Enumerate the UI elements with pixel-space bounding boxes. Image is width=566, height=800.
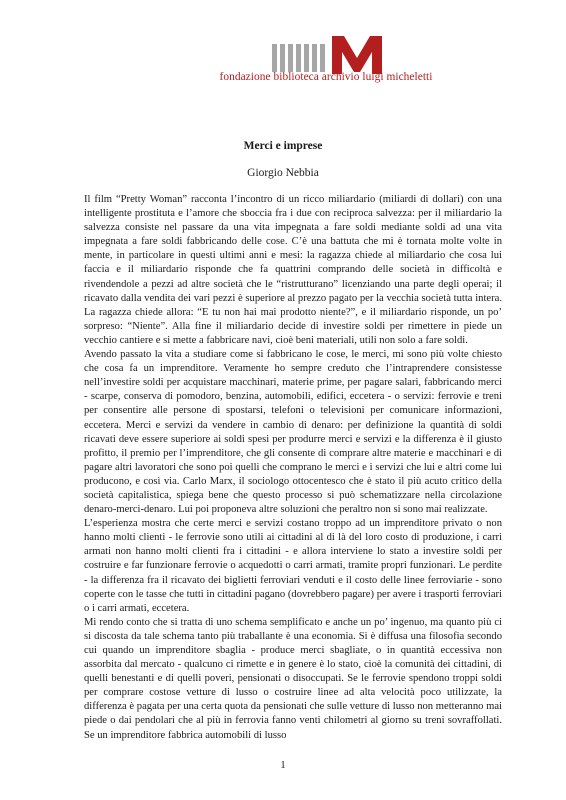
logo-bar: [320, 44, 325, 72]
foundation-logo: [272, 40, 380, 72]
document-title: Merci e imprese: [243, 140, 323, 152]
logo-bar: [288, 44, 293, 72]
foundation-name: fondazione biblioteca archivio luigi micheletti: [219, 71, 433, 83]
logo-bar: [272, 44, 277, 72]
page-number: 1: [280, 760, 286, 771]
paragraph: Avendo passato la vita a studiare come si fabbricano le cose, le merci, mi sono più volte chiesto che cosa fa un imprenditore. Veramente ho sempre creduto che l’intraprendere consistesse nell’investire soldi per acquistare macchinari, materie prime, per pagare salari, fabbricando merci - scarpe, conserva di pomodoro, benzina, automobili, edifici, eccetera - o servizi: ferrovie e treni per consentire alle persone di spostarsi, telefoni o televisioni per comunicare informazioni, eccetera. Merci e servizi da vendere in cambio di denaro: per definizione la quantità di soldi ricavati deve essere superiore ai soldi spesi per produrre merci e servizi e la differenza è il giusto profitto, il premio per l’imprenditore, che gli consente di comprare altre materie e macchinari e di pagare altri lavoratori che sono poi quelli che comprano le merci e i servizi che lui e altri come lui producono, e così via. Carlo Marx, il sociologo ottocentesco che è stato il più acuto critico della società capitalistica, spiega bene che questo processo si può schematizzare nella circolazione denaro-merci-denaro. Lui poi proponeva altre soluzioni che peraltro non si sono mai realizzate.: [84, 349, 502, 516]
logo-bar: [296, 44, 301, 72]
logo-bar: [304, 44, 309, 72]
document-body: [84, 193, 502, 743]
paragraph: Il film “Pretty Woman” racconta l’incontro di un ricco miliardario (miliardi di dollari) con una intelligente prostituta e l’amore che sboccia fra i due con reciproca salvezza: per il miliardario la salvezza consiste nel passare da una vita impegnata a fare soldi mediante soldi ad una vita impegnata a fare soldi fabbricando delle cose. C’è una battuta che mi è tornata molte volte in mente, in particolare in questi ultimi anni e mesi: la ragazza chiede al miliardario che cosa lui faccia e il miliardario risponde che fa quattrini comprando delle società in difficoltà e rivendendole a pezzi ad altre società che le “ristrutturano” licenziando una parte degli operai; il ricavato dalla vendita dei vari pezzi è superiore al prezzo pagato per la vecchia società tutta intera. La ragazza chiede allora: “E tu non hai mai prodotto niente?”, e il miliardario risponde, un po’ sorpreso: “Niente”. Alla fine il miliardario decide di investire soldi per rimettere in piede un vecchio cantiere e si mette a fabbricare navi, cioè beni materiali, utili non solo a fare soldi.: [84, 194, 502, 346]
logo-bar: [280, 44, 285, 72]
letterhead: [0, 0, 566, 100]
logo-letter: M: [356, 63, 358, 65]
paragraph: L’esperienza mostra che certe merci e servizi costano troppo ad un imprenditore privato o non hanno molti clienti - le ferrovie sono utili ai cittadini al di là del loro costo di produzione, i carri armati non hanno molti clienti fra i cittadini - e allora interviene lo stato a investire soldi per costruire e far funzionare ferrovie o acquedotti o carri armati, tramite propri funzionari. Le perdite - la differenza fra il ricavato dei biglietti ferroviari venduti e il costo delle linee ferroviarie - sono coperte con le tasse che tutti in cittadini pagano (dovrebbero pagare) per avere i trasporti ferroviari o i carri armati, eccetera.: [84, 518, 502, 614]
logo-m-mark: [330, 34, 384, 74]
document-author: Giorgio Nebbia: [247, 167, 319, 179]
logo-bar: [312, 44, 317, 72]
paragraph: Mi rendo conto che si tratta di uno schema semplificato e anche un po’ ingenuo, ma quanto più ci si discosta da tale schema tanto più traballante è una economia. Si è diffusa una filosofia secondo cui quando un imprenditore sbaglia - produce merci sbagliate, o in quantità eccessiva non assorbita dal mercato - qualcuno ci rimette e in genere è lo stato, cioè la comunità dei cittadini, di quelli benestanti e di quelli poveri, pensionati o disoccupati. Se le ferrovie spendono troppi soldi per comprare costose vetture di lusso o costruire linee ad alta velocità poco utilizzate, la differenza è pagata per una certa quota da pensionati che sulle vetture di lusso non metteranno mai piede o dai pendolari che al più in ferrovia fanno venti chilometri al giorno su treni sovraffollati. Se un imprenditore fabbrica automobili di lusso: [84, 616, 502, 741]
